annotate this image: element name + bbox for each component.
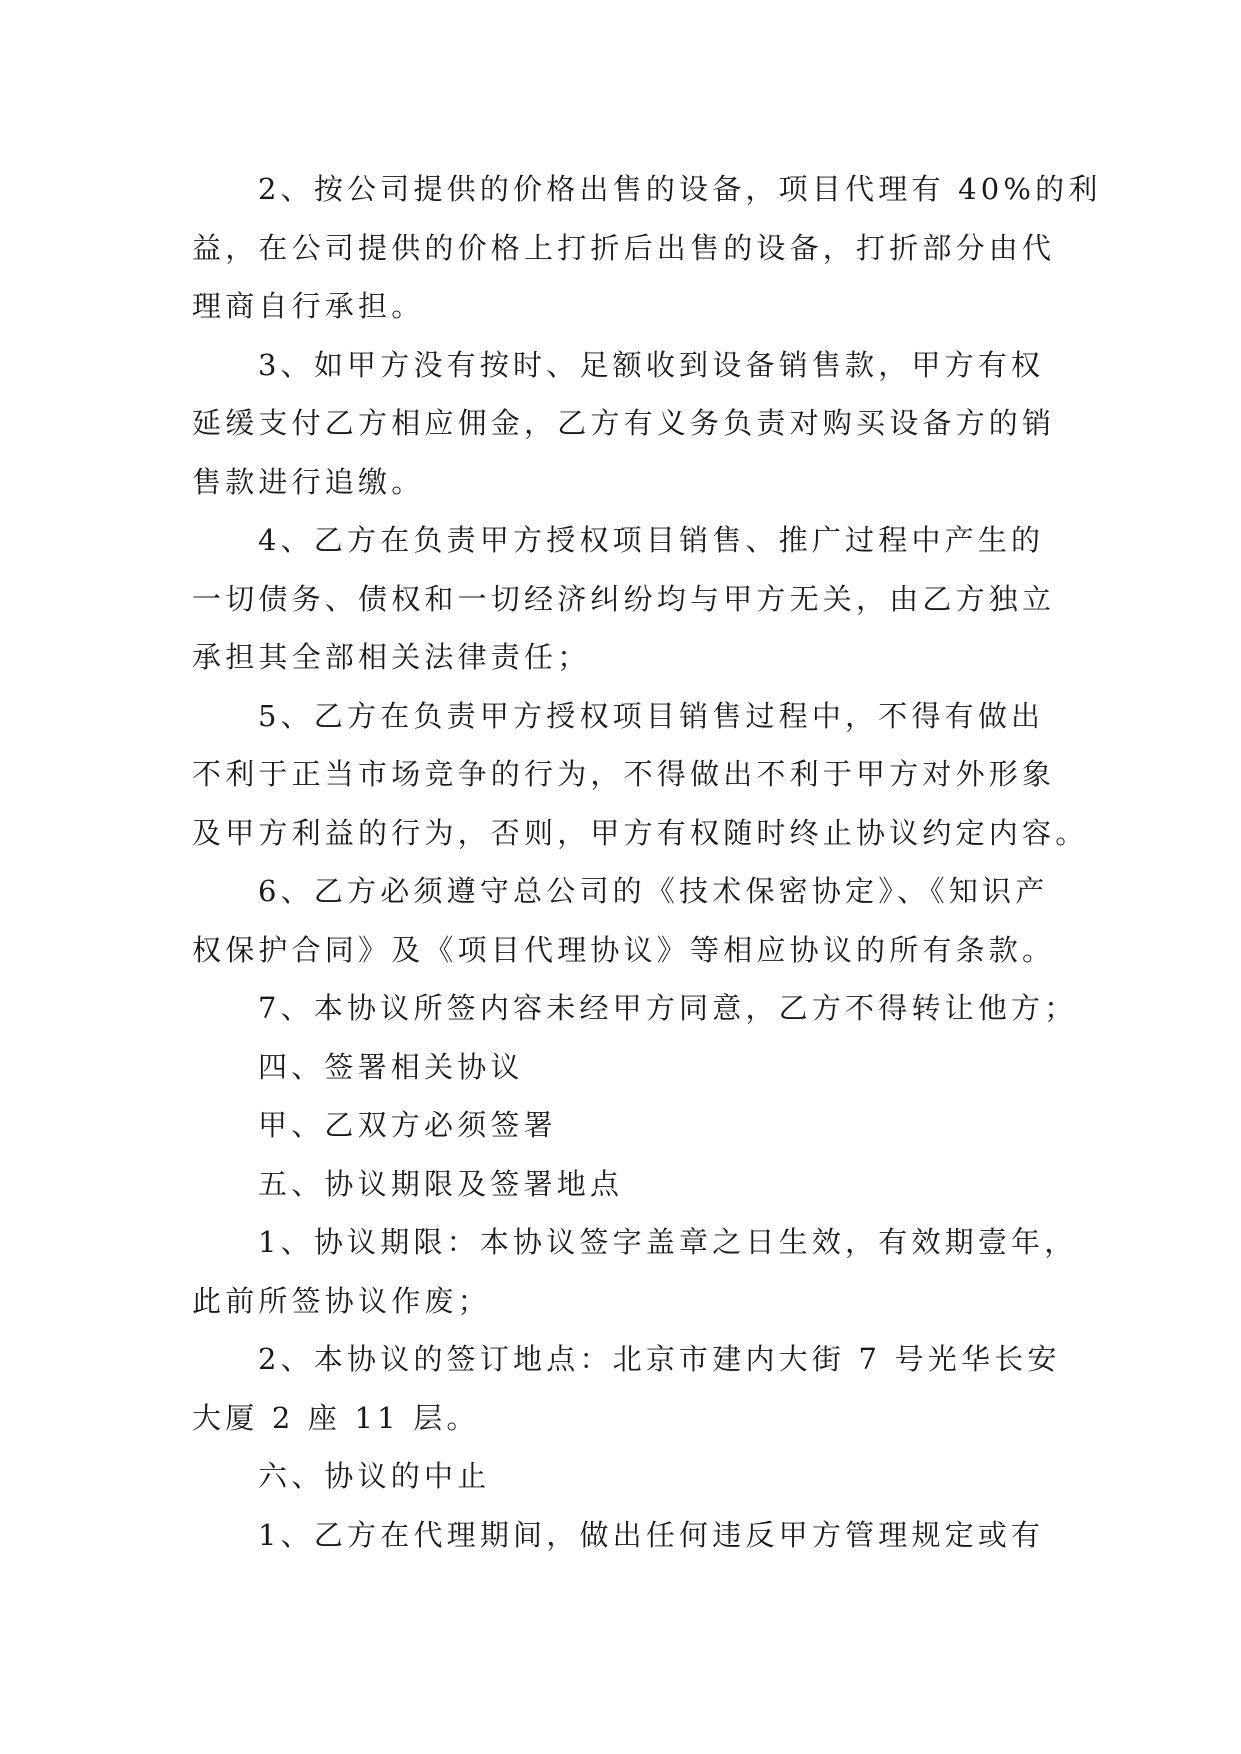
- text-line: 5、乙方在负责甲方授权项目销售过程中，不得有做出: [258, 698, 1045, 733]
- clause-5-conduct: [192, 687, 1089, 863]
- clause-term: [192, 1213, 1078, 1330]
- text-line: 权保护合同》及《项目代理协议》等相应协议的所有条款。: [192, 932, 1056, 967]
- clause-termination-1: [192, 1506, 1062, 1565]
- text-line: 一切债务、债权和一切经济纠纷均与甲方无关，由乙方独立: [192, 581, 1056, 616]
- clause-3-payment: [192, 336, 1062, 512]
- section-4-heading: 四、签署相关协议: [258, 1049, 524, 1084]
- text-line: 2、按公司提供的价格出售的设备，项目代理有 40%的利: [258, 172, 1102, 206]
- text-line: 6、乙方必须遵守总公司的《技术保密协定》、《知识产: [258, 874, 1049, 908]
- section-6-heading: 六、协议的中止: [258, 1459, 491, 1493]
- text-line: 承担其全部相关法律责任；: [192, 640, 591, 674]
- text-line: 7、本协议所签内容未经甲方同意，乙方不得转让他方；: [258, 991, 1078, 1025]
- text-line: 1、乙方在代理期间，做出任何违反甲方管理规定或有: [258, 1517, 1045, 1552]
- text-line: 1、协议期限：本协议签字盖章之日生效，有效期壹年，: [258, 1225, 1078, 1259]
- text-line: 3、如甲方没有按时、足额收到设备销售款，甲方有权: [258, 347, 1045, 382]
- text-line: 4、乙方在负责甲方授权项目销售、推广过程中产生的: [258, 523, 1045, 557]
- clause-2-commission: [192, 160, 1102, 336]
- text-line: 益，在公司提供的价格上打折后出售的设备，打折部分由代: [192, 230, 1056, 265]
- document-body: [192, 160, 1102, 1564]
- clause-7-transfer: [192, 979, 1078, 1038]
- text-line: 延缓支付乙方相应佣金，乙方有义务负责对购买设备方的销: [192, 406, 1056, 440]
- text-line: 大厦 2 座 11 层。: [192, 1400, 480, 1435]
- clause-4-liability: [192, 511, 1062, 687]
- clause-6-compliance: [192, 862, 1062, 979]
- section-4-body: 甲、乙双方必须签署: [258, 1108, 557, 1142]
- text-line: 此前所签协议作废；: [192, 1283, 491, 1318]
- section-5-heading: 五、协议期限及签署地点: [258, 1166, 624, 1201]
- text-line: 不利于正当市场竞争的行为，不得做出不利于甲方对外形象: [192, 757, 1056, 791]
- text-line: 理商自行承担。: [192, 289, 425, 323]
- text-line: 及甲方利益的行为，否则，甲方有权随时终止协议约定内容。: [192, 815, 1089, 850]
- text-line: 2、本协议的签订地点：北京市建内大街 7 号光华长安: [258, 1342, 1061, 1376]
- clause-location: [192, 1330, 1062, 1447]
- text-line: 售款进行追缴。: [192, 464, 425, 499]
